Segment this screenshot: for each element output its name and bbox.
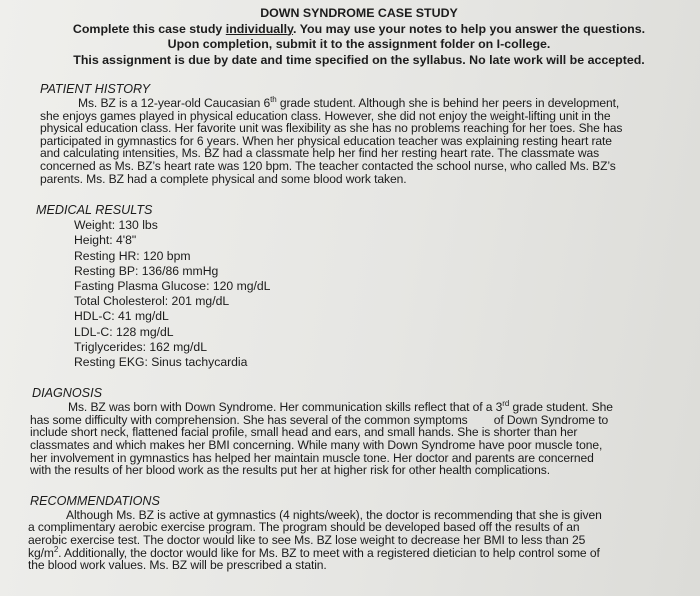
text-span: Ms. BZ is a 12-year-old Caucasian 6 (78, 96, 271, 110)
text-line: a complimentary aerobic exercise program. The program should be developed based off the results of an (28, 520, 580, 535)
result-item: Resting EKG: Sinus tachycardia (74, 354, 248, 369)
instructions-text: Complete this case study (72, 21, 226, 36)
text-span: grade student. She (509, 400, 613, 415)
diagnosis-title: DIAGNOSIS (32, 386, 102, 401)
result-item: Resting BP: 136/86 mmHg (74, 263, 219, 278)
document-title: DOWN SYNDROME CASE STUDY (260, 6, 458, 20)
text-line: and calculating intensities, Ms. BZ had a classmate help her find her resting heart rate. The classmate was (40, 146, 600, 161)
individually-emphasis: individually (225, 21, 294, 36)
text-line: her involvement in gymnastics has helped her maintain muscle tone. Her doctor and parents are concerned (30, 450, 594, 465)
superscript: th (270, 94, 277, 104)
result-item: Triglycerides: 162 mg/dL (74, 339, 207, 354)
patient-history-title: PATIENT HISTORY (40, 82, 151, 96)
text-line: aerobic exercise test. The doctor would like to see Ms. BZ lose weight to decrease her BMI to less than 25 (28, 532, 586, 547)
result-item: Weight: 130 lbs (74, 218, 158, 233)
text-line: with the results of her blood work as the results put her at higher risk for other health complications. (30, 463, 550, 478)
instructions-line-3: This assignment is due by date and time specified on the syllabus. No late work will be accepted. (73, 52, 645, 67)
text-line: physical education class. Her favorite unit was flexibility as she has no problems reaching for her toes. She has (40, 121, 623, 136)
text-span: grade student. Although she is behind her peers in development, (276, 96, 620, 110)
text-line: the blood work values. Ms. BZ will be prescribed a statin. (28, 558, 327, 573)
patient-history-paragraph (40, 94, 690, 186)
instructions-text: . You may use your notes to help you answer the questions. (293, 21, 646, 36)
result-item: Resting HR: 120 bpm (74, 248, 191, 263)
result-item: Fasting Plasma Glucose: 120 mg/dL (74, 278, 271, 293)
result-item: Height: 4'8" (74, 233, 137, 248)
superscript: rd (502, 399, 510, 409)
assignment-header (28, 6, 690, 68)
text-span: Although Ms. BZ is active at gymnastics (4 nights/week), the doctor is recommending that she is given (66, 507, 602, 522)
medical-results-title: MEDICAL RESULTS (36, 203, 153, 218)
diagnosis-paragraph (30, 401, 690, 477)
text-span: . Additionally, the doctor would like for Ms. BZ to meet with a registered dietician to help control some of (58, 545, 600, 560)
text-line (40, 94, 690, 110)
superscript: 2 (53, 544, 59, 554)
result-item: Total Cholesterol: 201 mg/dL (74, 294, 230, 309)
text-span: Ms. BZ was born with Down Syndrome. Her communication skills reflect that of a 3 (68, 400, 503, 415)
medical-results-list (74, 218, 690, 370)
recommendations-paragraph (28, 509, 690, 572)
text-span: kg/m (28, 545, 54, 560)
result-item: HDL-C: 41 mg/dL (74, 309, 169, 324)
text-line: she enjoys games played in physical education class. However, she did not enjoy the weight-lifting unit in the (40, 108, 611, 123)
text-line: include short neck, flattened facial profile, small head and ears, and small hands. She is shorter than her (30, 425, 578, 440)
text-line: has some difficulty with comprehension. She has several of the common symptoms of Down Syndrome to (30, 412, 609, 427)
text-line (30, 401, 690, 414)
recommendations-title: RECOMMENDATIONS (30, 493, 160, 508)
text-line: participated in gymnastics for 6 years. When her physical education teacher was explaining resting heart rate (40, 133, 612, 148)
text-line: concerned as Ms. BZ’s heart rate was 120 bpm. The teacher contacted the school nurse, who called Ms. BZ’s (40, 158, 616, 173)
text-line: classmates and which makes her BMI concerning. While many with Down Syndrome have poor muscle tone, (30, 437, 603, 452)
text-line: parents. Ms. BZ had a complete physical and some blood work taken. (40, 171, 407, 186)
instructions-line-1 (28, 22, 690, 38)
result-item: LDL-C: 128 mg/dL (74, 324, 174, 339)
instructions-line-2: Upon completion, submit it to the assignment folder on I-college. (167, 37, 551, 51)
